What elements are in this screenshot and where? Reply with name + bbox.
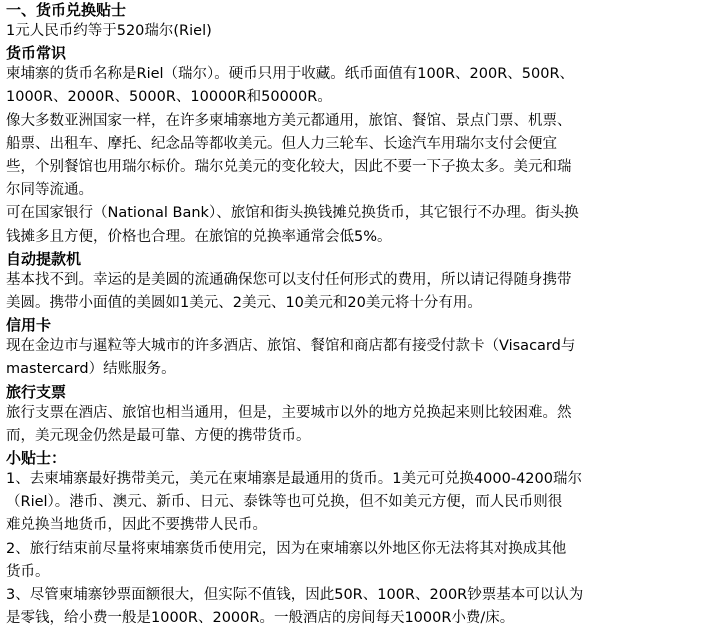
paragraph (6, 584, 705, 630)
text-line: mastercard）结账服务。 (6, 361, 176, 378)
text-line: 难兑换当地货币，因此不要携带人民币。 (6, 517, 267, 534)
text-line: 旅行支票在酒店、旅馆也相当通用，但是，主要城市以外的地方兑换起来则比较困难。然 (6, 404, 572, 421)
text-line: 船票、出租车、摩托、纪念品等都收美元。但人力三轮车、长途汽车用瑞尔支付会便宜 (6, 135, 557, 152)
section-heading-tips: 小贴士： (6, 449, 67, 468)
text-line: 而，美元现金仍然是最可靠、方便的携带货币。 (6, 427, 311, 444)
paragraph (6, 202, 705, 248)
text-line: 钱摊多且方便，价格也合理。在旅馆的兑换率通常会低5%。 (6, 228, 392, 245)
paragraph (6, 110, 705, 203)
section-heading-atm: 自动提款机 (6, 249, 82, 268)
section-heading-credit-card: 信用卡 (6, 316, 52, 335)
text-line: （Riel）。港币、澳元、新币、日元、泰铢等也可兑换，但不如美元方便，而人民币则很 (6, 494, 563, 511)
text-line: 是零钱，给小费一般是1000R、2000R。一般酒店的房间每天1000R小费/床。 (6, 610, 515, 627)
paragraph (6, 269, 705, 315)
paragraph (6, 468, 705, 538)
text-line: 1、去柬埔寨最好携带美元，美元在柬埔寨是最通用的货币。1美元可兑换4000-4200瑞尔 (6, 471, 582, 488)
paragraph (6, 335, 705, 381)
paragraph (6, 402, 705, 448)
text-line: 货币。 (6, 563, 50, 580)
paragraph (6, 20, 705, 43)
text-line: 柬埔寨的货币名称是Riel（瑞尔）。硬币只用于收藏。纸币面值有100R、200R、500R、 (6, 66, 575, 83)
text-line: 2、旅行结束前尽量将柬埔寨货币使用完，因为在柬埔寨以外地区你无法将其对换成其他 (6, 540, 567, 557)
text-line: 尔同等流通。 (6, 182, 93, 199)
text-line: 1元人民币约等于520瑞尔(Riel) (6, 23, 212, 39)
section-heading-travelers-cheques: 旅行支票 (6, 382, 67, 401)
text-line: 像大多数亚洲国家一样，在许多柬埔寨地方美元都通用，旅馆、餐馆、景点门票、机票、 (6, 112, 572, 129)
text-line: 基本找不到。幸运的是美圆的流通确保您可以支付任何形式的费用，所以请记得随身携带 (6, 271, 572, 288)
text-line: 可在国家银行（National Bank）、旅馆和街头换钱摊兑换货币，其它银行不办理。街头换 (6, 205, 579, 222)
text-line: 美圆。携带小面值的美圆如1美元、2美元、10美元和20美元将十分有用。 (6, 295, 482, 312)
text-line: 3、尽管柬埔寨钞票面额很大，但实际不值钱，因此50R、100R、200R钞票基本可以认为 (6, 587, 584, 604)
section-heading-currency-basics: 货币常识 (6, 44, 67, 63)
paragraph (6, 63, 705, 109)
paragraph (6, 538, 705, 584)
text-line: 现在金边市与暹粒等大城市的许多酒店、旅馆、餐馆和商店都有接受付款卡（Visacard与 (6, 338, 576, 355)
text-line: 1000R、2000R、5000R、10000R和50000R。 (6, 89, 332, 106)
section-heading-currency-exchange-tips: 一、货币兑换贴士 (6, 1, 127, 19)
text-line: 些，个别餐馆也用瑞尔标价。瑞尔兑美元的变化较大，因此不要一下子换太多。美元和瑞 (6, 159, 572, 176)
